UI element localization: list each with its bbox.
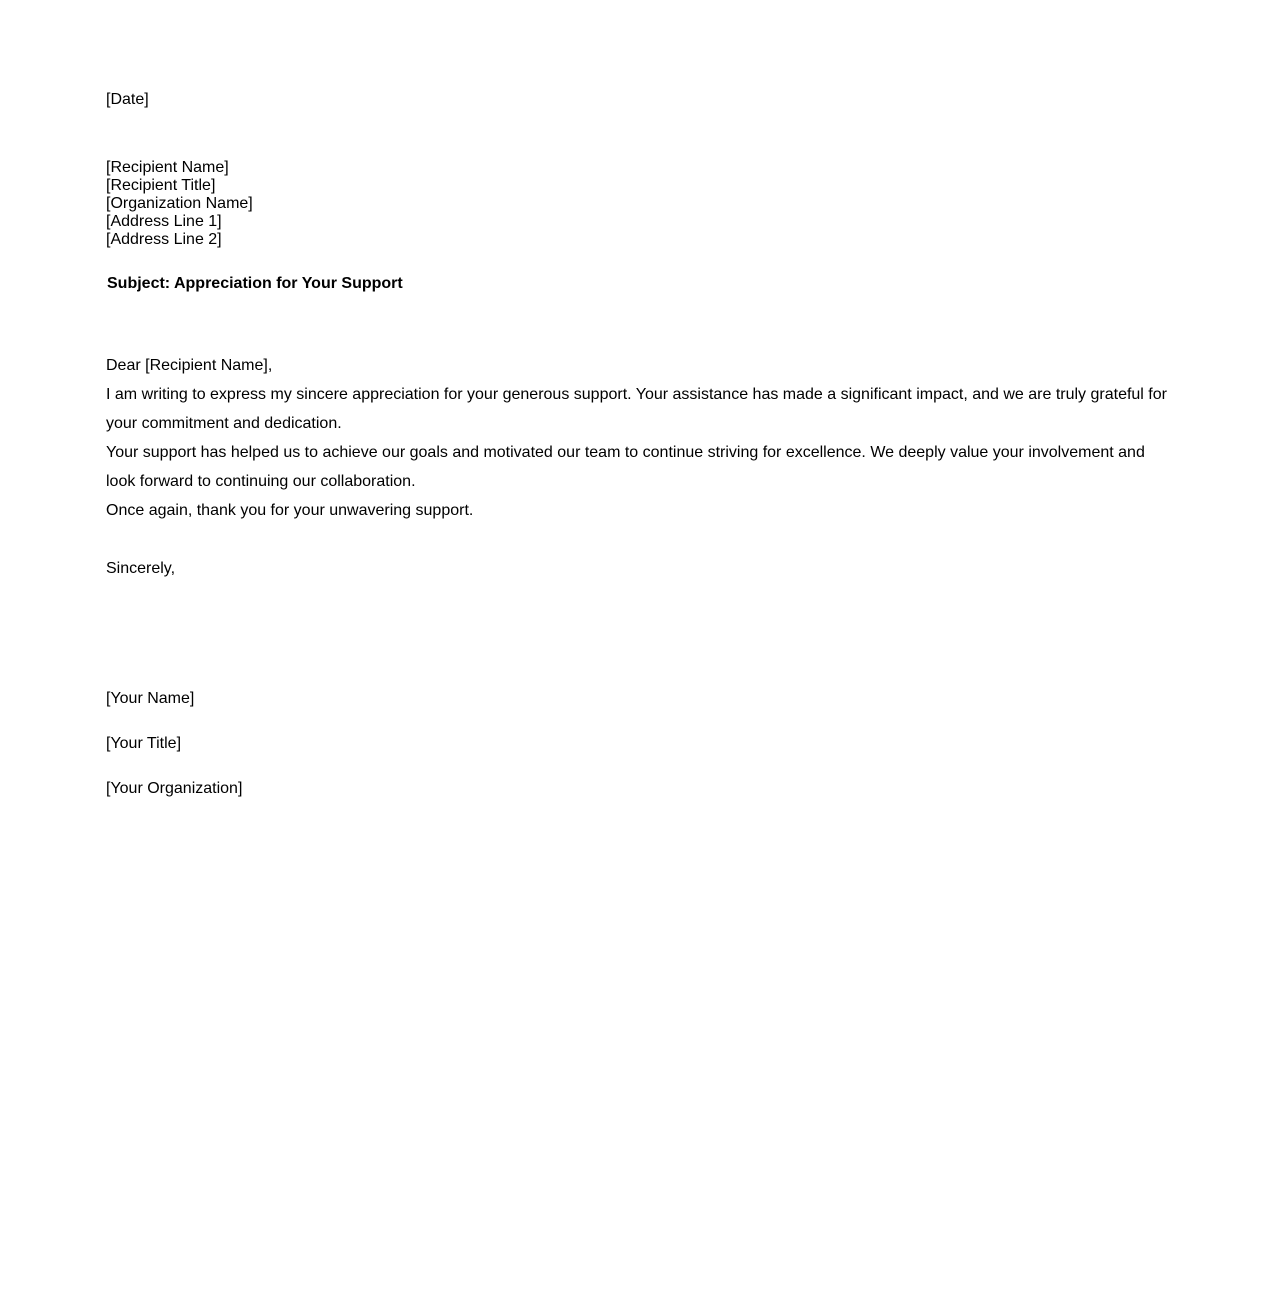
letter-body — [106, 351, 1178, 525]
body-paragraph-2: Your support has helped us to achieve our goals and motivated our team to continue striving for excellence. We deeply value your involvement and look forward to continuing our collaboration. — [106, 444, 1145, 490]
letter-date: [Date] — [106, 91, 149, 108]
letter-subject: Subject: Appreciation for Your Support — [107, 275, 403, 292]
recipient-organization: [Organization Name] — [106, 195, 253, 212]
recipient-name: [Recipient Name] — [106, 159, 229, 176]
body-paragraph-3: Once again, thank you for your unwavering support. — [106, 502, 474, 519]
recipient-block — [106, 159, 253, 249]
signature-name: [Your Name] — [106, 690, 195, 707]
recipient-title: [Recipient Title] — [106, 177, 216, 194]
recipient-address-line-2: [Address Line 2] — [106, 231, 222, 248]
body-paragraph-1: I am writing to express my sincere appreciation for your generous support. Your assistance has made a significant impact, and we are truly grateful for your commitment and dedication. — [106, 386, 1167, 432]
signature-title: [Your Title] — [106, 735, 182, 752]
letter-closing: Sincerely, — [106, 560, 176, 577]
recipient-address-line-1: [Address Line 1] — [106, 213, 222, 230]
salutation: Dear [Recipient Name], — [106, 357, 273, 374]
signature-organization: [Your Organization] — [106, 780, 243, 797]
